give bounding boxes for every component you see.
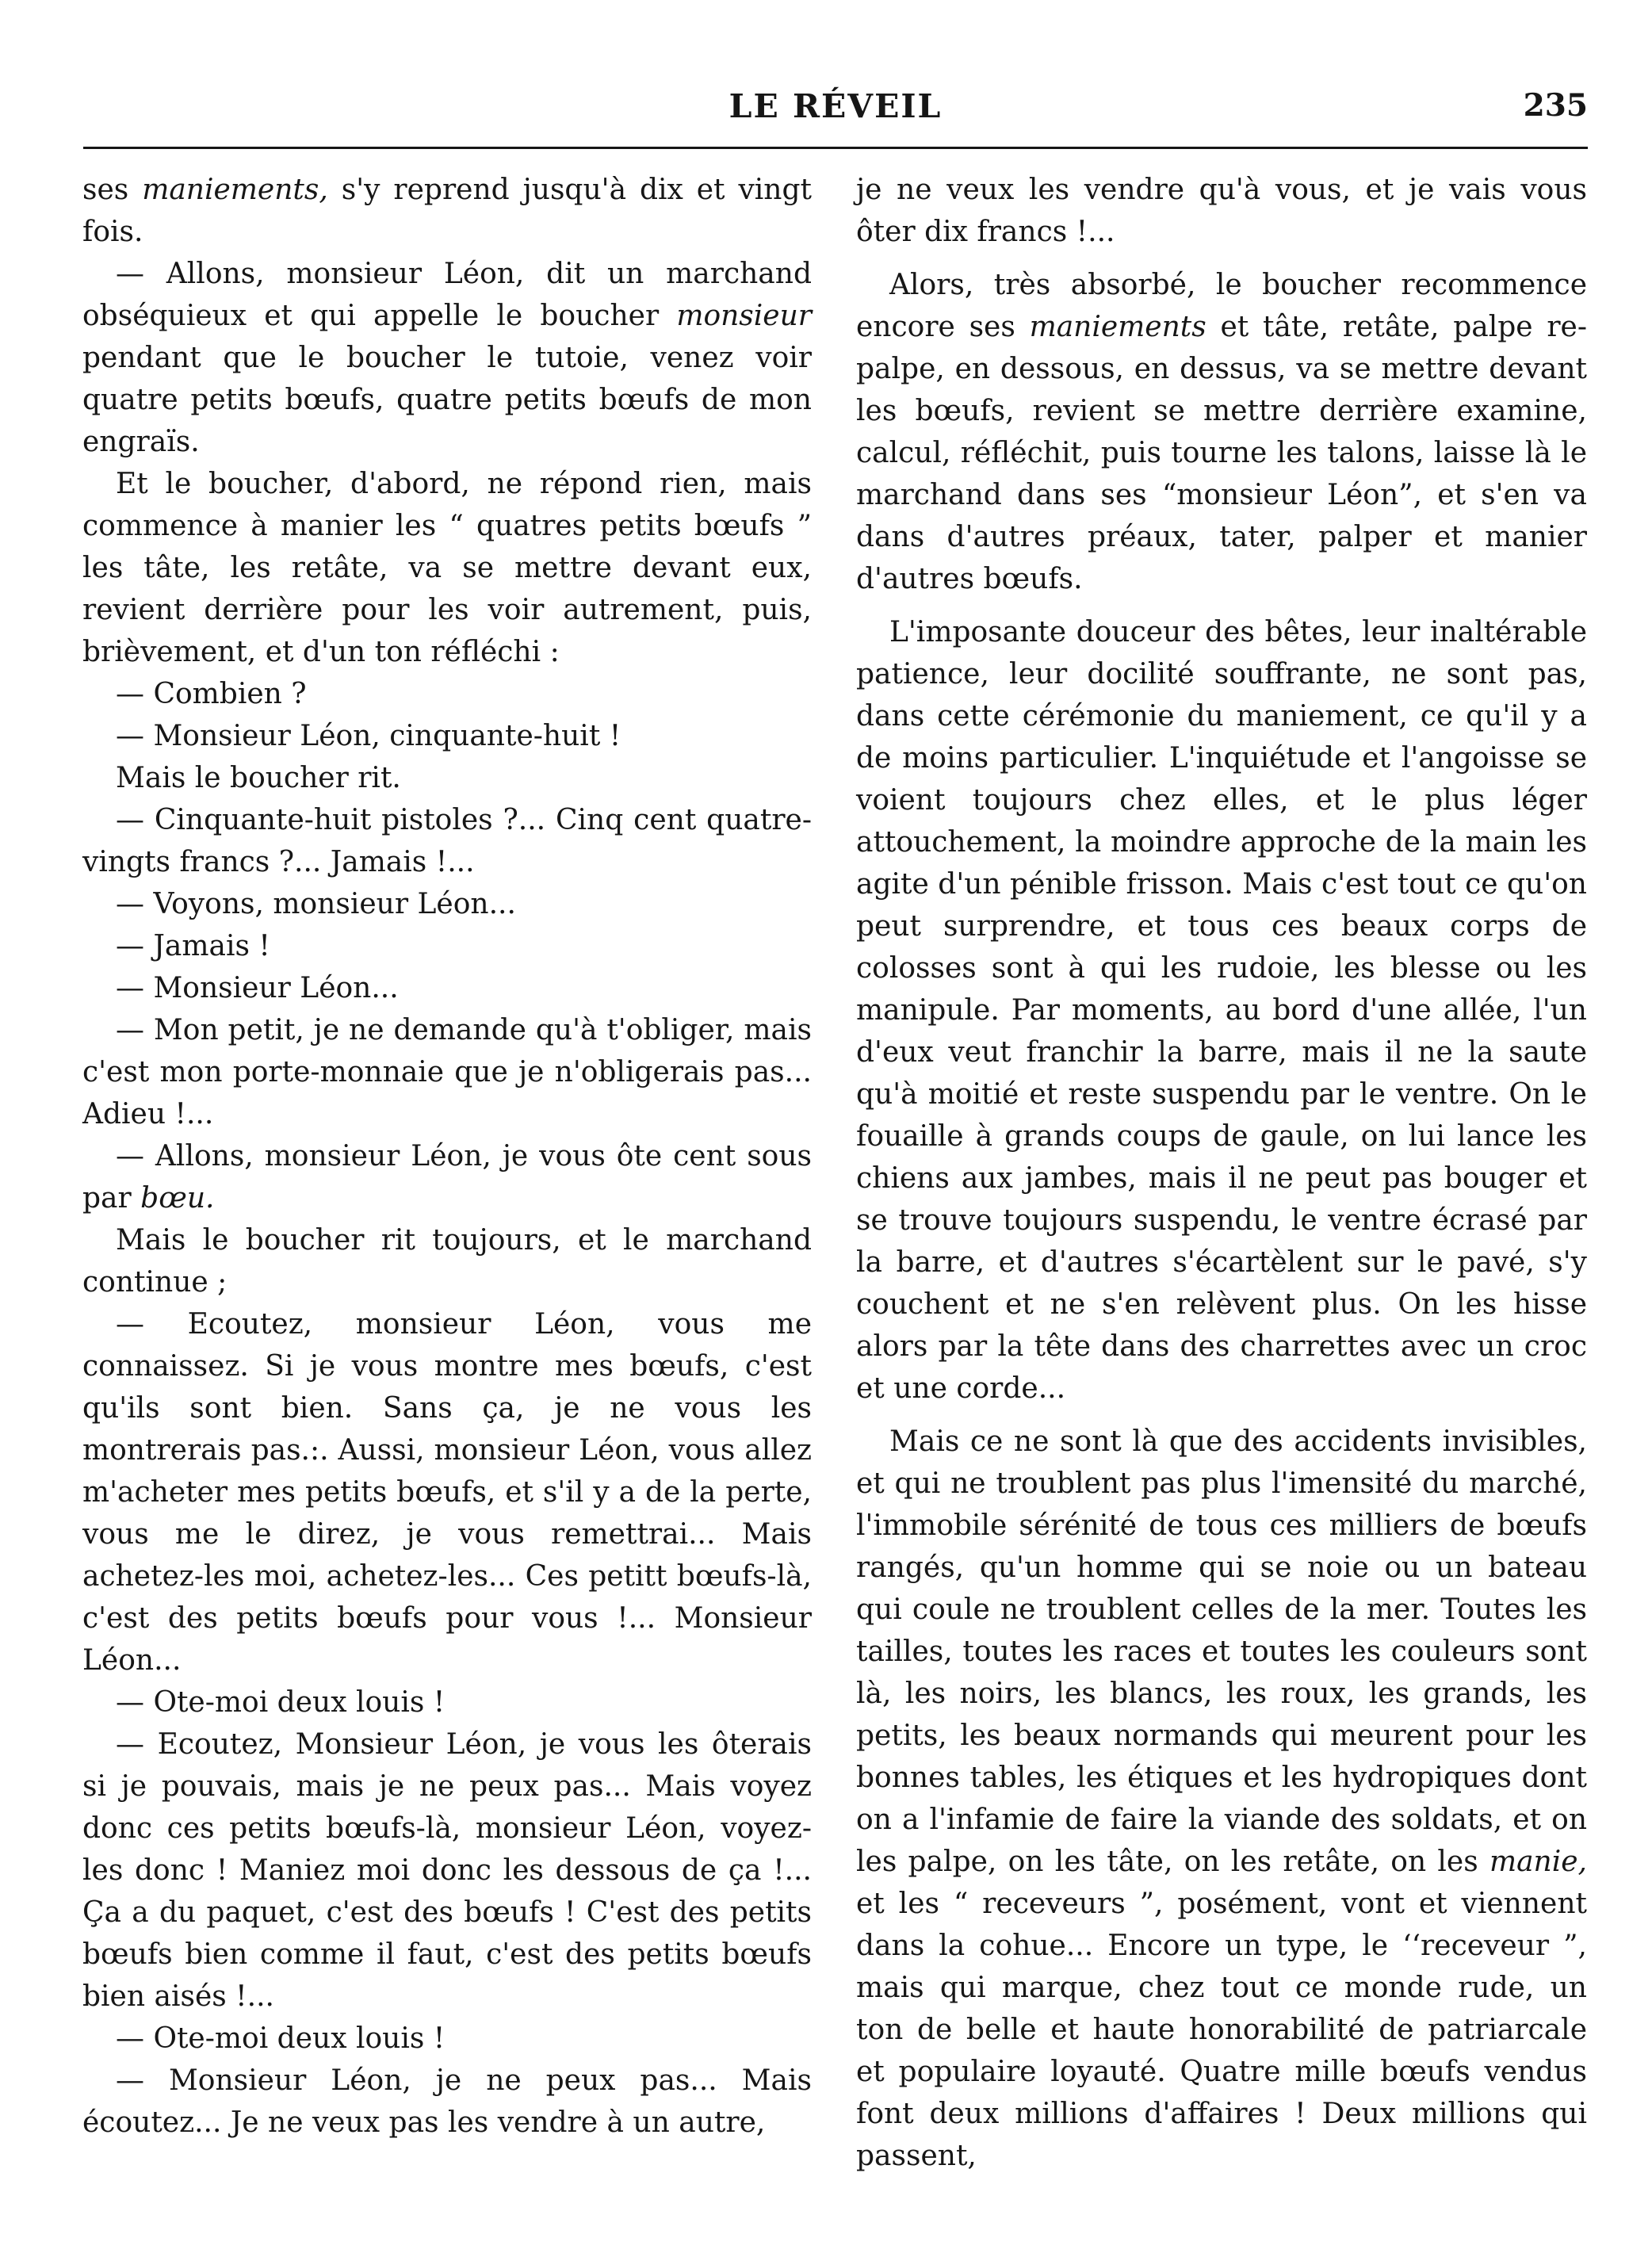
paragraph: Et le boucher, d'abord, ne répond rien, mais commence à manier les “ quatres petits bœufs ” les tâte, les retâte, va se mettre devant eux, revient derrière pour les voir autrement, puis, brièvement, et d'un ton réfléchi : xyxy=(82,468,812,668)
page-header xyxy=(83,87,1588,135)
paragraph: Mais ce ne sont là que des accidents invisibles, et qui ne troublent pas plus l'imensité du marché, l'immobile sérénité de tous ces milliers de bœufs rangés, qu'un homme qui se noie ou un bateau qui coule ne troublent celles de la mer. Toutes les tailles, toutes les races et toutes les couleurs sont là, les noirs, les blancs, les roux, les grands, les petits, les beaux normands qui meurent pour les bonnes tables, les étiques et les hydropiques dont on a l'infamie de faire la viande des soldats, et on les palpe, on les tâte, on les retâte, on les manie, et les “ receveurs ”, posément, vont et viennent dans la cohue... Encore un type, le ‘‘receveur ”, mais qui marque, chez tout ce monde rude, un ton de belle et haute honorabilité de patriarcale et populaire loyauté. Quatre mille bœufs vendus font deux millions d'affaires ! Deux millions qui passent, xyxy=(856,1425,1587,2172)
journal-title: LE RÉVEIL xyxy=(728,87,943,125)
paragraph: — Ecoutez, monsieur Léon, vous me connaissez. Si je vous montre mes bœufs, c'est qu'ils sont bien. Sans ça, je ne vous les montrerais pas.:. Aussi, monsieur Léon, vous allez m'acheter mes petits bœufs, et s'il y a de la perte, vous me le direz, je vous remettrai... Mais achetez-les moi, achetez-les... Ces petitt bœufs-là, c'est des petits bœufs pour vous !... Monsieur Léon... xyxy=(82,1308,812,1677)
paragraph: ses maniements, s'y reprend jusqu'à dix et vingt fois. xyxy=(82,174,812,248)
paragraph: L'imposante douceur des bêtes, leur inaltérable patience, leur docilité souffrante, ne sont pas, dans cette cérémonie du maniement, ce qu'il y a de moins particulier. L'inquiétude et l'angoisse se voient toujours chez elles, et le plus léger attouchement, la moindre approche de la main les agite d'un pénible frisson. Mais c'est tout ce qu'on peut surprendre, et tous ces beaux corps de colosses sont à qui les rudoie, les blesse ou les manipule. Par moments, au bord d'une allée, l'un d'eux veut franchir la barre, mais il ne la saute qu'à moitié et reste suspendu par le ventre. On le fouaille à grands coups de gaule, on lui lance les chiens aux jambes, mais il ne peut pas bouger et se trouve toujours suspendu, le ventre écrasé par la barre, et d'autres s'écartèlent sur le pavé, s'y couchent et ne s'en relèvent plus. On les hisse alors par la tête dans des charrettes avec un croc et une corde... xyxy=(856,616,1587,1405)
paragraph: — Cinquante-huit pistoles ?... Cinq cent quatre-vingts francs ?... Jamais !... xyxy=(82,804,812,878)
header-rule xyxy=(83,147,1588,149)
paragraph: — Mon petit, je ne demande qu'à t'obliger, mais c'est mon porte-monnaie que je n'obligerais pas... Adieu !... xyxy=(82,1014,812,1130)
right-column xyxy=(856,169,1587,2177)
paragraph: — Ote-moi deux louis ! xyxy=(116,2022,446,2055)
page-number: 235 xyxy=(1523,87,1588,124)
paragraph: Mais le boucher rit. xyxy=(116,762,401,794)
paragraph: — Jamais ! xyxy=(116,930,270,962)
paragraph: — Allons, monsieur Léon, dit un marchand obséquieux et qui appelle le boucher monsieur pendant que le boucher le tutoie, venez voir quatre petits bœufs, quatre petits bœufs de mon engraïs. xyxy=(82,258,812,458)
paragraph: — Allons, monsieur Léon, je vous ôte cent sous par bœu. xyxy=(82,1140,812,1215)
paragraph: Alors, très absorbé, le boucher recommence encore ses maniements et tâte, retâte, palpe re-palpe, en dessous, en dessus, va se mettre devant les bœufs, revient se mettre derrière examine, calcul, réfléchit, puis tourne les talons, laisse là le marchand dans ses “monsieur Léon”, et s'en va dans d'autres préaux, tater, palper et manier d'autres bœufs. xyxy=(856,269,1588,595)
paragraph: — Monsieur Léon... xyxy=(116,972,399,1004)
paragraph: je ne veux les vendre qu'à vous, et je vais vous ôter dix francs !... xyxy=(856,174,1587,248)
paragraph: — Ecoutez, Monsieur Léon, je vous les ôterais si je pouvais, mais je ne peux pas... Mais voyez donc ces petits bœufs-là, monsieur Léon, voyez-les donc ! Maniez moi donc les dessous de ça !... Ça a du paquet, c'est des bœufs ! C'est des petits bœufs bien comme il faut, c'est des petits bœufs bien aisés !... xyxy=(82,1728,812,2013)
paragraph: Mais le boucher rit toujours, et le marchand continue ; xyxy=(82,1224,812,1299)
paragraph: — Voyons, monsieur Léon... xyxy=(116,888,516,920)
paragraph: — Ote-moi deux louis ! xyxy=(116,1686,446,1719)
paragraph: — Combien ? xyxy=(116,678,307,710)
paragraph: — Monsieur Léon, cinquante-huit ! xyxy=(116,720,621,752)
paragraph: — Monsieur Léon, je ne peux pas... Mais écoutez... Je ne veux pas les vendre à un autre, xyxy=(82,2064,812,2139)
left-column xyxy=(82,169,812,2144)
